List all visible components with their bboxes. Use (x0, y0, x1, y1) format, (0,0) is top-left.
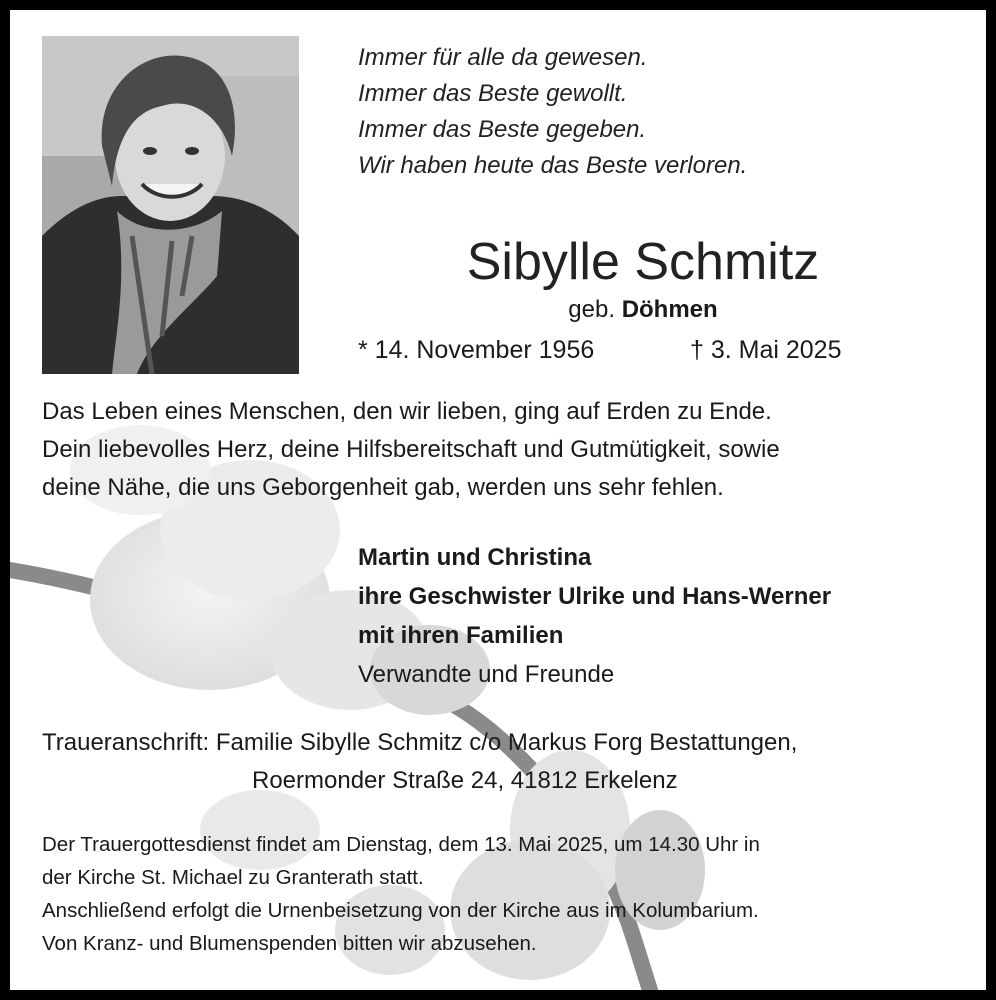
birth-name (300, 294, 986, 326)
birthname-prefix: geb. (568, 296, 616, 323)
deceased-name: Sibylle Schmitz (466, 233, 820, 291)
death-date: † 3. Mai 2025 (690, 336, 842, 364)
poem-line: Immer das Beste gewollt. (358, 80, 628, 107)
mourner-line: ihre Geschwister Ulrike und Hans-Werner (358, 583, 832, 610)
mourners-list (358, 538, 831, 694)
service-line: Der Trauergottesdienst findet am Dienstag, dem 13. Mai 2025, um 14.30 Uhr in (42, 833, 760, 856)
service-line: Anschließend erfolgt die Urnenbeisetzung von der Kirche aus im Kolumbarium. (42, 899, 759, 922)
memorial-poem (358, 40, 747, 184)
obituary-card (10, 10, 986, 990)
mourning-address-line2: Roermonder Straße 24, 41812 Erkelenz (252, 767, 678, 794)
poem-line: Wir haben heute das Beste verloren. (358, 152, 748, 179)
text-line: deine Nähe, die uns Geborgenheit gab, werden uns sehr fehlen. (42, 474, 724, 501)
service-line: der Kirche St. Michael zu Granterath statt. (42, 866, 424, 889)
memorial-text (42, 393, 780, 507)
mourner-line: mit ihren Familien (358, 622, 564, 649)
service-info (42, 828, 760, 960)
mourner-line-regular: Verwandte und Freunde (358, 661, 615, 688)
portrait-photo (42, 36, 299, 374)
birth-date: * 14. November 1956 (358, 336, 595, 364)
poem-line: Immer für alle da gewesen. (358, 44, 648, 71)
text-line: Das Leben eines Menschen, den wir lieben, ging auf Erden zu Ende. (42, 398, 772, 425)
text-line: Dein liebevolles Herz, deine Hilfsbereitschaft und Gutmütigkeit, sowie (42, 436, 780, 463)
mourner-line: Martin und Christina (358, 544, 592, 571)
service-line: Von Kranz- und Blumenspenden bitten wir abzusehen. (42, 932, 537, 955)
mourning-address-line1: Traueranschrift: Familie Sibylle Schmitz c/o Markus Forg Bestattungen, (42, 729, 798, 756)
birthname-value: Döhmen (621, 296, 718, 323)
poem-line: Immer das Beste gegeben. (358, 116, 647, 143)
